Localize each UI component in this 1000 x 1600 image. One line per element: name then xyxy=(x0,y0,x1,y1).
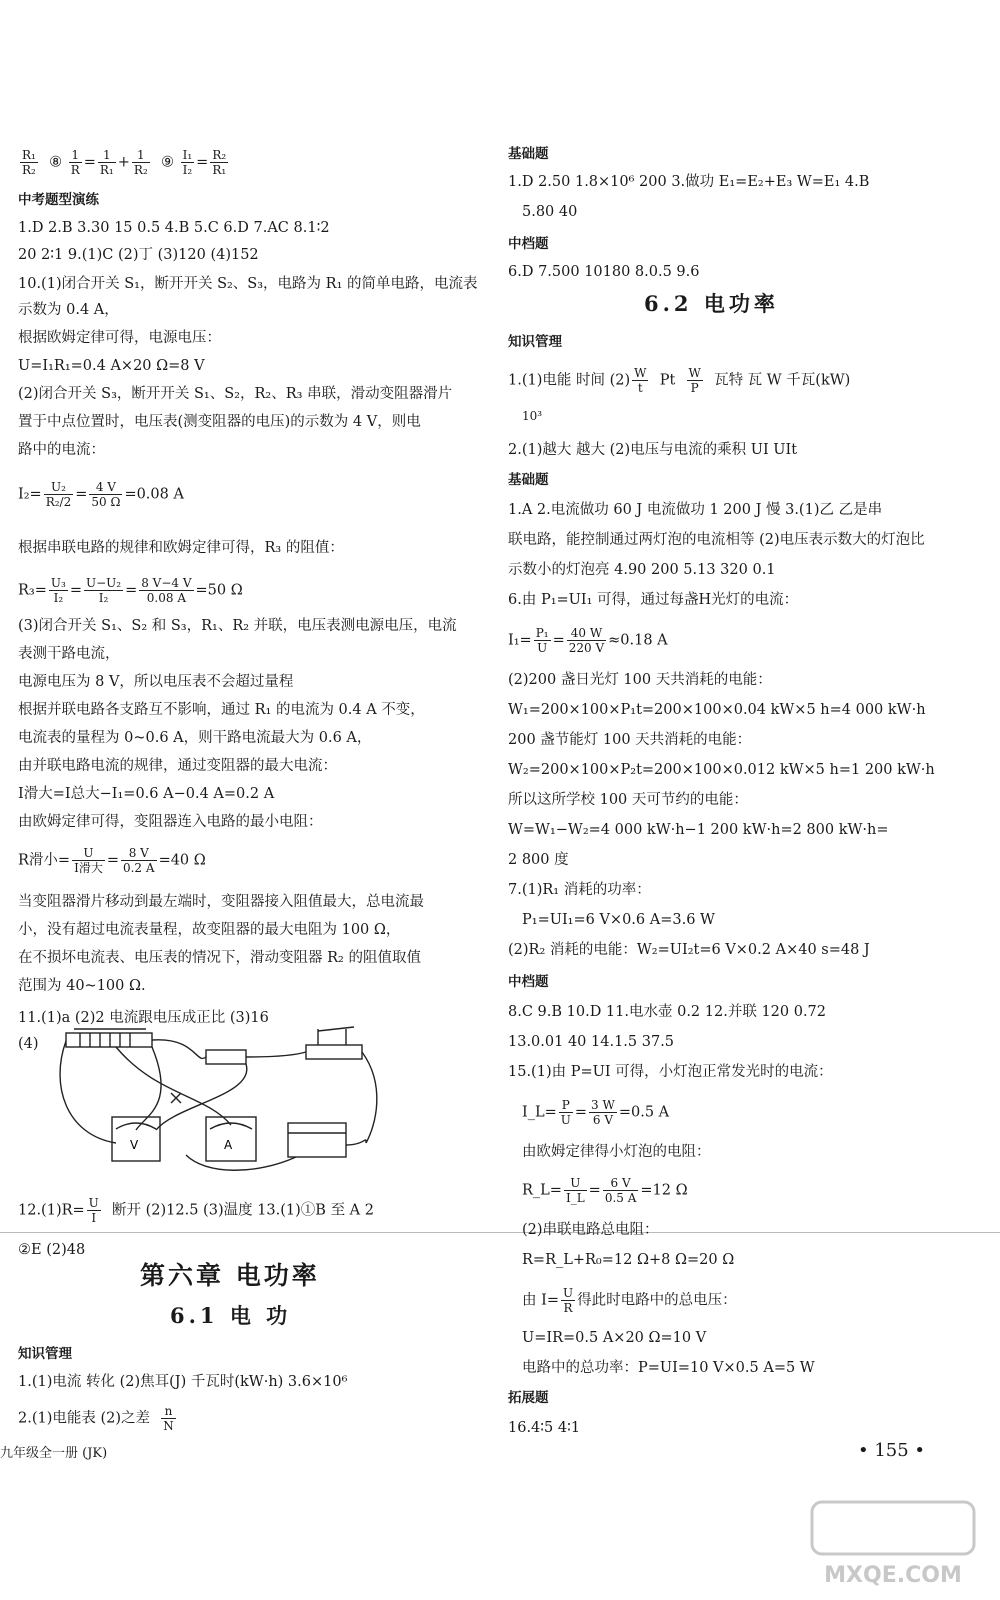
answer-line: W₂=200×100×P₂t=200×100×0.012 kW×5 h=1 200 kW·h xyxy=(508,762,935,778)
fraction xyxy=(181,148,195,177)
denominator: 50 Ω xyxy=(91,495,121,509)
numerator: W xyxy=(634,366,647,380)
denominator: I₂ xyxy=(98,591,109,605)
answer-line: 2.(1)越大 越大 (2)电压与电流的乘积 UI UIt xyxy=(508,442,798,458)
numerator: P xyxy=(559,1098,573,1113)
formula-line: R滑小= $\frac{U}{\text{I滑大}}$ = $\frac{8 V}{0.2 A}$ =40 Ω xyxy=(18,846,206,875)
denominator: t xyxy=(637,381,643,395)
answer-line: (2)R₂ 消耗的电能：W₂=UI₂t=6 V×0.2 A×40 s=48 J xyxy=(508,942,870,958)
fraction xyxy=(44,480,74,509)
denominator: R₂ xyxy=(22,163,36,177)
section-heading: 中档题 xyxy=(508,974,549,990)
fraction xyxy=(69,148,82,177)
numerator: 3 W xyxy=(591,1098,615,1112)
numerator: n xyxy=(161,1404,176,1419)
formula-line: 2.(1)电能表 (2)之差 $\frac{n}{N}$ xyxy=(18,1404,174,1433)
fraction xyxy=(559,1098,573,1127)
numerator: 4 V xyxy=(89,480,122,495)
fraction xyxy=(87,1196,101,1225)
answer-line: 1.D 2.50 1.8×10⁶ 200 3.做功 E₁=E₂+E₃ W=E₁ 4.B xyxy=(508,174,870,190)
circuit-diagram xyxy=(56,1025,386,1185)
answer-line: 根据欧姆定律可得，电源电压： xyxy=(18,330,221,346)
section-heading: 基础题 xyxy=(508,472,549,488)
answer-line: 10³ xyxy=(522,409,543,423)
fraction xyxy=(561,1286,575,1315)
fraction xyxy=(132,148,150,177)
fraction xyxy=(98,148,116,177)
section-heading: 知识管理 xyxy=(18,1346,72,1362)
fraction xyxy=(632,366,648,395)
answer-line: R=R_L+R₀=12 Ω+8 Ω=20 Ω xyxy=(522,1252,735,1268)
fraction xyxy=(564,1176,587,1205)
right-column xyxy=(508,0,948,1560)
fraction xyxy=(121,846,157,875)
numerator: U xyxy=(564,1176,587,1191)
answer-line: W₁=200×100×P₁t=200×100×0.04 kW×5 h=4 000 kW·h xyxy=(508,702,926,718)
denominator: 0.2 A xyxy=(122,861,155,875)
formula-line: 12.(1)R= $\frac{U}{I}$ 断开 (2)12.5 (3)温度 13.(1)①B 至 A 2 xyxy=(18,1196,374,1225)
battery-box xyxy=(288,1123,346,1157)
answer-line: 200 盏节能灯 100 天共消耗的电能： xyxy=(508,732,752,748)
denominator: I滑大 xyxy=(74,861,103,875)
chapter-title: 第六章 电功率 xyxy=(140,1261,320,1290)
left-column xyxy=(18,0,486,1560)
denominator: R₂/2 xyxy=(45,495,72,509)
fraction xyxy=(687,366,703,395)
answer-line: (2)200 盏日光灯 100 天共消耗的电能： xyxy=(508,672,772,688)
answer-line: 路中的电流： xyxy=(18,442,105,458)
answer-line: 15.(1)由 P=UI 可得，小灯泡正常发光时的电流： xyxy=(508,1064,833,1080)
denominator: 220 V xyxy=(568,641,605,655)
numerator: 1 xyxy=(132,148,150,163)
numerator: 40 W xyxy=(567,626,606,641)
answer-line: 示数为 0.4 A， xyxy=(18,302,119,318)
answer-line: 所以这所学校 100 天可节约的电能： xyxy=(508,792,748,808)
answer-line: 11.(1)a (2)2 电流跟电压成正比 (3)16 xyxy=(18,1010,269,1026)
fraction xyxy=(84,576,123,605)
numerator: U−U₂ xyxy=(85,576,122,590)
answer-line: 16.4∶5 4∶1 xyxy=(508,1420,581,1436)
watermark-logo xyxy=(808,1500,978,1590)
answer-line: 根据串联电路的规律和欧姆定律可得，R₃ 的阻值： xyxy=(18,540,344,556)
answer-line: 5.80 40 xyxy=(522,204,578,220)
denominator: R xyxy=(563,1301,573,1315)
numerator: R₁ xyxy=(22,148,36,162)
numerator: U₂ xyxy=(44,480,74,495)
answer-line: 当变阻器滑片移动到最左端时，变阻器接入阻值最大，总电流最 xyxy=(18,894,424,910)
answer-line: 表测干路电流， xyxy=(18,646,120,662)
fraction xyxy=(567,626,606,655)
answer-line: 1.(1)电流 转化 (2)焦耳(J) 千瓦时(kW·h) 3.6×10⁶ xyxy=(18,1374,348,1390)
svg-text:MXQE.COM: MXQE.COM xyxy=(824,1563,962,1588)
answer-line: U=I₁R₁=0.4 A×20 Ω=8 V xyxy=(18,358,205,374)
formula-line: 1.(1)电能 时间 (2) $\frac{W}{t}$ Pt $\frac{W}{P}$ 瓦特 瓦 W 千瓦(kW) xyxy=(508,366,851,395)
fraction xyxy=(589,1098,617,1127)
denominator: P xyxy=(690,381,699,395)
answer-line: ②E (2)48 xyxy=(18,1242,86,1258)
answer-line: P₁=UI₁=6 V×0.6 A=3.6 W xyxy=(522,912,715,928)
denominator: U xyxy=(560,1113,571,1127)
numerator: W xyxy=(688,366,701,380)
switch-base xyxy=(306,1045,362,1059)
answer-line: 10.(1)闭合开关 S₁，断开开关 S₂、S₃，电路为 R₁ 的简单电路，电流表 xyxy=(18,276,478,292)
answer-line: 电路中的总功率：P=UI=10 V×0.5 A=5 W xyxy=(522,1360,815,1376)
formula-line: $\frac{\text{R₁}}{\text{R₂}}$ ⑧ $\frac{1}{R}$ = $\frac{1}{\text{R₁}}$ + $\frac{1}{\text{R₂}}$ ⑨ $\frac{\text{I₁}}{\text{I₂}}$ = $\frac{\text{R₂}}{\text{R₁}}$ xyxy=(22,148,227,177)
answer-line: 2 800 度 xyxy=(508,852,569,868)
resistor xyxy=(206,1050,246,1064)
formula-line: I₁= $\frac{\text{P₁}}{U}$ = $\frac{40 W}{220 V}$ ≈0.18 A xyxy=(508,626,668,655)
denominator: R₁ xyxy=(99,163,114,177)
rheostat-body xyxy=(66,1033,152,1047)
answer-line: 电流表的量程为 0~0.6 A，则干路电流最大为 0.6 A， xyxy=(18,730,372,746)
section-heading: 中考题型演练 xyxy=(18,192,99,208)
answer-line: I滑大=I总大−I₁=0.6 A−0.4 A=0.2 A xyxy=(18,786,275,802)
fraction xyxy=(72,846,105,875)
answer-line: 由并联电路电流的规律，通过变阻器的最大电流： xyxy=(18,758,337,774)
fraction xyxy=(534,626,551,655)
formula-line: R_L= $\frac{U}{I\_L}$ = $\frac{6 V}{0.5 A}$ =12 Ω xyxy=(522,1176,688,1205)
answer-line: 1.A 2.电流做功 60 J 电流做功 1 200 J 慢 3.(1)乙 乙是串 xyxy=(508,502,883,518)
formula-line: I₂= $\frac{\text{U₂}}{\text{R₂/2}}$ = $\frac{4 V}{50 \Omega}$ =0.08 A xyxy=(18,480,184,509)
numerator: P₁ xyxy=(535,626,549,640)
answer-line: 范围为 40~100 Ω. xyxy=(18,978,146,994)
denominator: I_L xyxy=(565,1191,585,1205)
denominator: R xyxy=(70,163,80,177)
section-title: 6.1 电 功 xyxy=(170,1303,292,1328)
footer-grade-label: 九年级全一册 (JK) xyxy=(0,1446,108,1461)
fraction xyxy=(210,148,228,177)
fraction xyxy=(20,148,38,177)
numerator: 8 V−4 V xyxy=(141,576,192,590)
numerator: U₃ xyxy=(50,576,66,590)
answer-line: 电源电压为 8 V，所以电压表不会超过量程 xyxy=(18,674,294,690)
denominator: I₂ xyxy=(53,591,64,605)
answer-line: 置于中点位置时，电压表(测变阻器的电压)的示数为 4 V，则电 xyxy=(18,414,421,430)
denominator: N xyxy=(163,1419,174,1433)
answer-line: W=W₁−W₂=4 000 kW·h−1 200 kW·h=2 800 kW·h= xyxy=(508,822,889,838)
answer-line: 1.D 2.B 3.30 15 0.5 4.B 5.C 6.D 7.AC 8.1∶2 xyxy=(18,220,330,236)
formula-line: R₃= $\frac{\text{U₃}}{\text{I₂}}$ = $\frac{\text{U−U₂}}{\text{I₂}}$ = $\frac{8 V-4 V}{0.08 A}$ =50 Ω xyxy=(18,576,243,605)
section-heading: 知识管理 xyxy=(508,334,562,350)
answer-line: 小，没有超过电流表量程，故变阻器的最大电阻为 100 Ω， xyxy=(18,922,401,938)
answer-line: 根据并联电路各支路互不影响，通过 R₁ 的电流为 0.4 A 不变， xyxy=(18,702,425,718)
denominator: 0.08 A xyxy=(146,591,186,605)
formula-line: I_L= $\frac{P}{U}$ = $\frac{3 W}{6 V}$ =0.5 A xyxy=(522,1098,670,1127)
fraction xyxy=(161,1404,176,1433)
answer-line: 联电路，能控制通过两灯泡的电流相等 (2)电压表示数大的灯泡比 xyxy=(508,532,925,548)
answer-line: 6.D 7.500 10180 8.0.5 9.6 xyxy=(508,264,700,280)
denominator: I₂ xyxy=(182,163,193,177)
numerator: I₁ xyxy=(182,148,193,162)
answer-line: (3)闭合开关 S₁、S₂ 和 S₃，R₁、R₂ 并联，电压表测电源电压，电流 xyxy=(18,618,457,634)
answer-line: 在不损坏电流表、电压表的情况下，滑动变阻器 R₂ 的阻值取值 xyxy=(18,950,421,966)
section-heading: 中档题 xyxy=(508,236,549,252)
numerator: U xyxy=(88,1196,99,1210)
numerator: U xyxy=(72,846,105,861)
numerator: 6 V xyxy=(603,1176,639,1191)
fraction xyxy=(49,576,68,605)
section-heading: 基础题 xyxy=(508,146,549,162)
answer-line: 示数小的灯泡亮 4.90 200 5.13 320 0.1 xyxy=(508,562,776,578)
numerator: 1 xyxy=(98,148,116,163)
fraction xyxy=(139,576,193,605)
formula-line: 由 I= $\frac{U}{R}$ 得此时电路中的总电压： xyxy=(522,1286,737,1315)
answer-line: 由欧姆定律可得，变阻器连入电路的最小电阻： xyxy=(18,814,323,830)
denominator: 0.5 A xyxy=(604,1191,637,1205)
answer-line: 13.0.01 40 14.1.5 37.5 xyxy=(508,1034,675,1050)
section-title: 6.2 电功率 xyxy=(644,291,779,316)
answer-line: 6.由 P₁=UI₁ 可得，通过每盏H光灯的电流： xyxy=(508,592,799,608)
denominator: I xyxy=(91,1211,97,1225)
denominator: R₁ xyxy=(212,163,227,177)
ammeter-label: A xyxy=(224,1138,233,1152)
denominator: R₂ xyxy=(133,163,148,177)
answer-line: 由欧姆定律得小灯泡的电阻： xyxy=(522,1144,711,1160)
page-number: • 155 • xyxy=(858,1440,926,1461)
answer-line: 8.C 9.B 10.D 11.电水壶 0.2 12.并联 120 0.72 xyxy=(508,1004,827,1020)
voltmeter-label: V xyxy=(130,1138,139,1152)
answer-line: (4) xyxy=(18,1036,39,1052)
numerator: 1 xyxy=(69,148,82,163)
section-heading: 拓展题 xyxy=(508,1390,549,1406)
answer-line: 7.(1)R₁ 消耗的功率： xyxy=(508,882,651,898)
answer-line: (2)闭合开关 S₃，断开开关 S₁、S₂，R₂、R₃ 串联，滑动变阻器滑片 xyxy=(18,386,453,402)
answer-line: (2)串联电路总电阻： xyxy=(522,1222,659,1238)
fraction xyxy=(603,1176,639,1205)
answer-line: U=IR=0.5 A×20 Ω=10 V xyxy=(522,1330,707,1346)
fraction xyxy=(89,480,122,509)
numerator: 8 V xyxy=(121,846,157,861)
denominator: U xyxy=(537,641,548,655)
numerator: R₂ xyxy=(212,148,227,162)
denominator: 6 V xyxy=(592,1113,613,1127)
answer-line: 20 2∶1 9.(1)C (2)丁 (3)120 (4)152 xyxy=(18,247,259,263)
numerator: U xyxy=(563,1286,574,1300)
